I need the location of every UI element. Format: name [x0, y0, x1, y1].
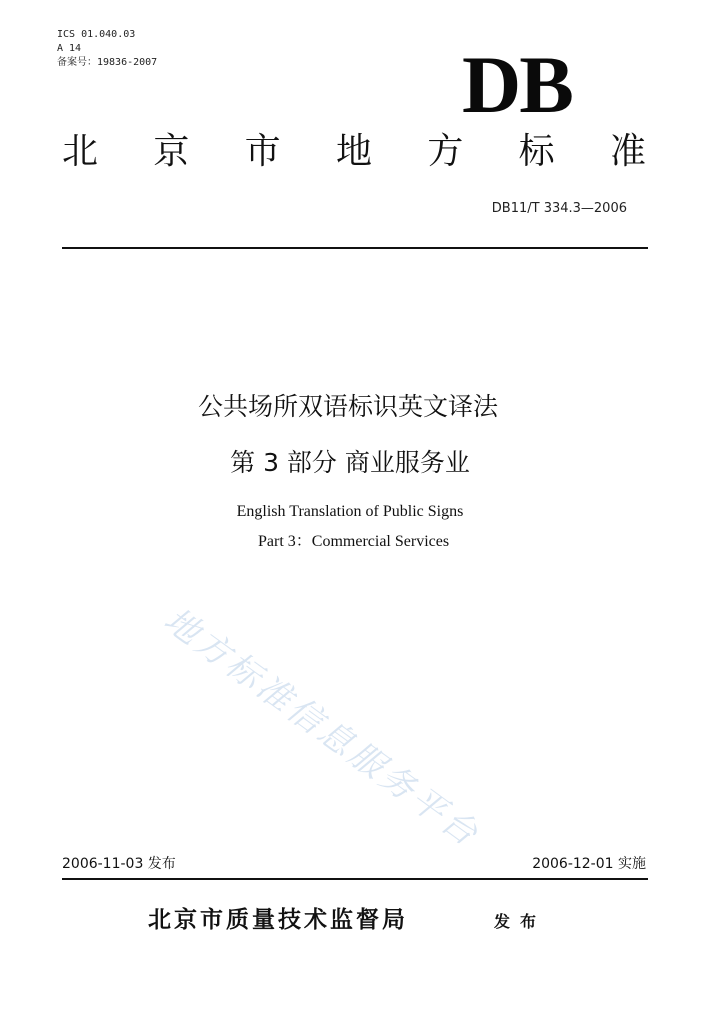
- standard-type-char: 北: [62, 131, 99, 172]
- standard-type-char: 市: [244, 131, 281, 172]
- footer-divider: [62, 878, 648, 880]
- standard-type-char: 方: [427, 131, 464, 172]
- title-english-part: Part 3：Commercial Services: [258, 533, 450, 550]
- standard-type-char: 标: [518, 131, 555, 172]
- ics-code: ICS 01.040.03: [57, 29, 136, 40]
- implementation-date: 2006-12-01 实施: [532, 856, 646, 872]
- publish-label: 发布: [494, 912, 547, 931]
- watermark: 地方标准信息服务平台: [156, 600, 488, 856]
- title-english-main: English Translation of Public Signs: [236, 503, 464, 520]
- ccs-code: A 14: [57, 43, 82, 54]
- title-chinese-main: 公共场所双语标识英文译法: [197, 392, 498, 421]
- record-number: 备案号：19836-2007: [57, 57, 158, 68]
- standard-type-char: 地: [335, 131, 372, 172]
- issue-date: 2006-11-03 发布: [62, 856, 176, 872]
- header-divider: [62, 247, 648, 249]
- standard-number: DB11/T 334.3—2006: [491, 201, 627, 216]
- standard-type-char: 准: [609, 131, 646, 172]
- title-chinese-part: 第 3 部分 商业服务业: [230, 448, 470, 477]
- publisher-name: 北京市质量技术监督局: [148, 907, 408, 933]
- standard-type-char: 京: [153, 131, 190, 172]
- db-logo: DB: [462, 39, 572, 130]
- standard-type-heading: [62, 130, 646, 174]
